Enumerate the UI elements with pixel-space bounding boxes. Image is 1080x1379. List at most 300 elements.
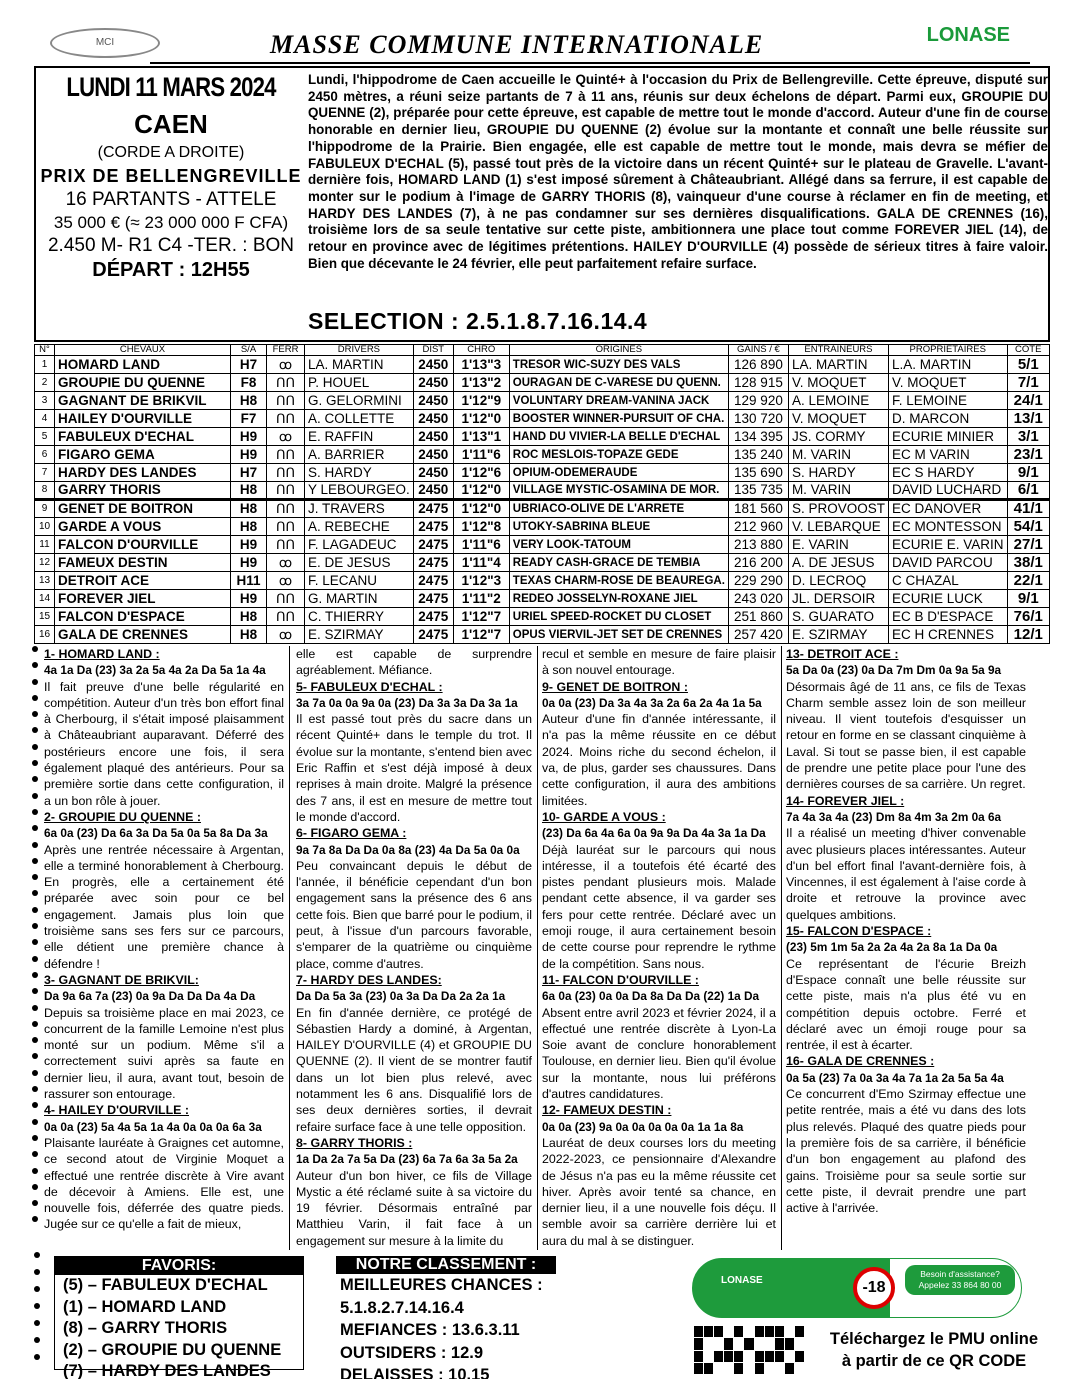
column-header: DIST bbox=[413, 345, 453, 356]
horse-title: 4- HAILEY D'OURVILLE : bbox=[44, 1103, 189, 1118]
analysis-column-4 bbox=[786, 646, 1026, 1250]
cell-ferr: ꝏ bbox=[267, 428, 305, 446]
table-row bbox=[35, 428, 1050, 446]
horse-analysis-entry bbox=[44, 1102, 284, 1232]
cell-train: E. VARIN bbox=[788, 536, 888, 554]
column-header: GAINS / € bbox=[728, 345, 788, 356]
cell-ferr: ᑎᑎ bbox=[267, 536, 305, 554]
page-header bbox=[30, 24, 1050, 64]
horse-analysis-entry bbox=[296, 825, 532, 972]
cell-sa: F8 bbox=[231, 374, 267, 392]
race-corde: (CORDE A DROITE) bbox=[97, 144, 245, 161]
bullet-dot bbox=[32, 939, 38, 945]
column-divider bbox=[781, 646, 782, 1250]
qr-module bbox=[785, 1351, 794, 1362]
cell-ferr: ᑎᑎ bbox=[267, 500, 305, 518]
cell-horse: FALCON D'OURVILLE bbox=[55, 536, 231, 554]
cell-cote: 9/1 bbox=[1007, 590, 1050, 608]
runners-table bbox=[34, 344, 1050, 644]
cell-num: 16 bbox=[35, 626, 55, 644]
table-row bbox=[35, 446, 1050, 464]
cell-driver: G. MARTIN bbox=[305, 590, 414, 608]
cell-orig: VOLUNTARY DREAM-VANINA JACK bbox=[509, 392, 728, 410]
cell-train: M. VARIN bbox=[788, 482, 888, 500]
cell-driver: C. THIERRY bbox=[305, 608, 414, 626]
horse-comment: Lauréat de deux courses lors du meeting 2022-2023, ce pensionnaire d'Alexandre de Jésus n'a pas eu la même réussite cet hiver. Après avoir tenté sa chance, en dernier lieu, il a une nouvelle fois déçu. Il semble avoir sa carrière derrière lui et aura du mal à se distinguer. bbox=[542, 1135, 776, 1248]
column-divider bbox=[289, 646, 290, 1250]
horse-title: 3- GAGNANT DE BRIKVIL: bbox=[44, 972, 199, 987]
cell-dist2: 2475 bbox=[413, 500, 453, 518]
bullet-dot bbox=[32, 858, 38, 864]
table-row bbox=[35, 536, 1050, 554]
cell-horse: GARDE A VOUS bbox=[55, 518, 231, 536]
cell-prop: EC H CRENNES bbox=[888, 626, 1007, 644]
mci-logo: MCI bbox=[50, 28, 160, 58]
table-row bbox=[35, 464, 1050, 482]
qr-module bbox=[704, 1338, 713, 1349]
cell-orig: VILLAGE MYSTIC-OSAMINA DE MOR. bbox=[509, 482, 728, 500]
cell-num: 11 bbox=[35, 536, 55, 554]
cell-num: 1 bbox=[35, 356, 55, 374]
cell-cote: 6/1 bbox=[1007, 482, 1050, 500]
download-text: Téléchargez le PMU online à partir de ce QR CODE bbox=[829, 1330, 1039, 1370]
cell-prop: L.A. MARTIN bbox=[888, 356, 1007, 374]
horse-title: 7- HARDY DES LANDES: bbox=[296, 972, 442, 987]
cell-ferr: ꝏ bbox=[267, 356, 305, 374]
horse-comment: Il fait preuve d'une belle régularité en compétition. Auteur d'un très bon effort final à Cherbourg, il s'était imposé plaisamment à Châteaubriant auparavant. Déferré des postérieurs encore une fois, il sera également plaqué des antérieurs. Pour sa première sortie dans cette configuration, il a un bon rôle à jouer. bbox=[44, 679, 284, 808]
horse-performances: 0a 0a (23) 9a 0a 0a 0a 0a 0a 1a 1a 8a bbox=[542, 1119, 744, 1134]
cell-chro: 1'12"9 bbox=[453, 392, 509, 410]
horse-analysis-entry bbox=[786, 1053, 1026, 1216]
cell-num: 9 bbox=[35, 500, 55, 518]
race-distance: 2.450 M- R1 C4 -TER. : BON bbox=[47, 235, 294, 256]
analysis-column-1 bbox=[44, 646, 284, 1250]
race-city: CAEN bbox=[134, 109, 208, 139]
cell-orig: UBRIACO-OLIVE DE L'ARRETE bbox=[509, 500, 728, 518]
cell-train: S. GUARATO bbox=[788, 608, 888, 626]
qr-module bbox=[724, 1363, 733, 1374]
bullet-dot bbox=[32, 646, 38, 652]
column-header: ORIGINES bbox=[509, 345, 728, 356]
cell-ferr: ᑎᑎ bbox=[267, 446, 305, 464]
favori-item: (2) – GROUPIE DU QUENNE bbox=[63, 1340, 282, 1359]
cell-driver: S. HARDY bbox=[305, 464, 414, 482]
horse-comment: Auteur d'une fin d'année intéressante, il n'a pas la même réussite en ce début 2024. Moins riche du second échelon, il va, de plus, garder ses chaussures. Dans cette configuration, il aura des ambitions limitées. bbox=[542, 712, 776, 808]
cell-chro: 1'12"0 bbox=[453, 500, 509, 518]
classement-item: OUTSIDERS : 12.9 bbox=[340, 1343, 484, 1362]
horse-title: 11- FALCON D'OURVILLE : bbox=[542, 972, 699, 987]
cell-dist2: 2450 bbox=[413, 446, 453, 464]
qr-module bbox=[785, 1326, 794, 1337]
horse-comment: Après une rentrée nécessaire à Argentan, elle a terminé honorablement à Cherbourg. En progrès, elle a certainement été préparée avec soin pour ce bel engagement. Jamais plus loin que troisième sans ses fers sur ce parcours, elle détient une première chance à défendre ! bbox=[44, 842, 284, 971]
cell-orig: REDEO JOSSELYN-ROXANE JIEL bbox=[509, 590, 728, 608]
cell-chro: 1'13"3 bbox=[453, 356, 509, 374]
cell-train: V. LEBARQUE bbox=[788, 518, 888, 536]
cell-chro: 1'12"6 bbox=[453, 464, 509, 482]
cell-driver: J. TRAVERS bbox=[305, 500, 414, 518]
cell-num: 6 bbox=[35, 446, 55, 464]
horse-analysis bbox=[34, 646, 1050, 1250]
sheet bbox=[20, 20, 1060, 1379]
bullet-dot bbox=[32, 727, 38, 733]
cell-sa: H9 bbox=[231, 446, 267, 464]
table-row bbox=[35, 554, 1050, 572]
cell-gains: 216 200 bbox=[728, 554, 788, 572]
qr-module bbox=[765, 1363, 774, 1374]
race-selection: SELECTION : 2.5.1.8.7.16.14.4 bbox=[308, 308, 648, 334]
qr-module bbox=[775, 1338, 784, 1349]
cell-gains: 126 890 bbox=[728, 356, 788, 374]
cell-driver: A. BARRIER bbox=[305, 446, 414, 464]
cell-driver: LA. MARTIN bbox=[305, 356, 414, 374]
bullet-dot bbox=[32, 1168, 38, 1174]
horse-title: 9- GENET DE BOITRON : bbox=[542, 679, 688, 694]
cell-num: 8 bbox=[35, 482, 55, 500]
cell-sa: H7 bbox=[231, 464, 267, 482]
column-header: CHRO bbox=[453, 345, 509, 356]
bullet-dot bbox=[32, 972, 38, 978]
cell-ferr: ꝏ bbox=[267, 626, 305, 644]
cell-num: 3 bbox=[35, 392, 55, 410]
favori-item: (5) – FABULEUX D'ECHAL bbox=[63, 1276, 268, 1294]
classement-list bbox=[336, 1274, 566, 1379]
horse-comment: Absent entre avril 2023 et février 2024, il a effectué une rentrée discrète à Lyon-La Soie avant de conclure honorablement Toulouse, en dernier lieu. Bien qu'il évolue sur la montante, nous lui préférons d'autres candidatures. bbox=[542, 1005, 776, 1102]
horse-comment: Depuis sa troisième place en mai 2023, ce concurrent de la famille Lemoine n'est plus monté sur un podium. Même s'il a correctement suivi après sa faute en dernier lieu, il aura, avant tout, besoin de rassurer son entourage. bbox=[44, 1005, 284, 1102]
horse-comment: Désormais âgé de 11 ans, ce fils de Texas Charm semble assez loin de son meilleur niveau. Il vient toutefois d'esquisser un retour en forme en se classant cinquième à Laval. Si tout se passe bien, il est capable de prendre une petite place pour l'une des dernières courses de sa carrière. Un regret. bbox=[786, 679, 1026, 792]
cell-driver: P. HOUEL bbox=[305, 374, 414, 392]
cell-prop: DAVID LUCHARD bbox=[888, 482, 1007, 500]
assistance-text: Besoin d'assistance? Appelez 33 864 80 00 bbox=[905, 1265, 1015, 1295]
horse-analysis-entry bbox=[542, 646, 776, 679]
bullet-dot bbox=[32, 842, 38, 848]
cell-train: S. HARDY bbox=[788, 464, 888, 482]
table-row bbox=[35, 608, 1050, 626]
bullet-dot bbox=[32, 1005, 38, 1011]
table-header-row bbox=[35, 345, 1050, 356]
column-header: FERR bbox=[267, 345, 305, 356]
cell-sa: H8 bbox=[231, 482, 267, 500]
cell-orig: URIEL SPEED-ROCKET DU CLOSET bbox=[509, 608, 728, 626]
cell-orig: READY CASH-GRACE DE TEMBIA bbox=[509, 554, 728, 572]
column-header: COTE bbox=[1007, 345, 1050, 356]
cell-orig: BOOSTER WINNER-PURSUIT OF CHA. bbox=[509, 410, 728, 428]
horse-performances: 7a 4a 3a 4a (23) Dm 8a 4m 3a 2m 0a 6a bbox=[786, 809, 1002, 824]
race-date: LUNDI 11 MARS 2024 bbox=[66, 72, 276, 102]
cell-chro: 1'12"0 bbox=[453, 410, 509, 428]
favoris-list bbox=[55, 1275, 303, 1379]
qr-module bbox=[755, 1351, 764, 1362]
horse-comment: Peu convaincant depuis le début de l'année, il bénéficie cependant d'un bon engagement sans la présence des 6 ans cette fois. Bien que barré pour le podium, il peut, à l'issue d'un parcours favorable, s'emparer de la quatrième ou cinquième place, comme d'autres. bbox=[296, 858, 532, 971]
horse-comment: Ce représentant de l'écurie Breizh d'Espace connaît une belle réussite sur cette piste, mais n'a plus été vu en compétition depuis octobre. Ferré et déclaré avec un émoji rouge pour sa rentrée, il est à écarter. bbox=[786, 956, 1026, 1053]
analysis-column-3 bbox=[542, 646, 776, 1250]
table-body bbox=[35, 356, 1050, 644]
qr-module bbox=[704, 1363, 713, 1374]
qr-module bbox=[775, 1351, 784, 1362]
table-row bbox=[35, 626, 1050, 644]
left-bullets bbox=[34, 1252, 44, 1370]
horse-comment: Plaisante lauréate à Graignes cet automne, ce second atout de Virginie Moquet a effectué une rentrée discrète à Vire avant de décevoir à Amiens. Elle est, une nouvelle fois, déferrée des quatre pieds. Jugée sur ce qu'elle a fait de mieux, bbox=[44, 1135, 284, 1232]
cell-num: 7 bbox=[35, 464, 55, 482]
cell-dist2: 2475 bbox=[413, 626, 453, 644]
cell-gains: 212 960 bbox=[728, 518, 788, 536]
cell-cote: 23/1 bbox=[1007, 446, 1050, 464]
bullet-dot bbox=[32, 874, 38, 880]
qr-module bbox=[724, 1351, 733, 1362]
cell-chro: 1'11"6 bbox=[453, 446, 509, 464]
cell-num: 5 bbox=[35, 428, 55, 446]
bullet-dot bbox=[32, 1037, 38, 1043]
cell-driver: E. SZIRMAY bbox=[305, 626, 414, 644]
cell-ferr: ᑎᑎ bbox=[267, 410, 305, 428]
horse-analysis-entry bbox=[542, 679, 776, 809]
cell-ferr: ᑎᑎ bbox=[267, 518, 305, 536]
cell-num: 12 bbox=[35, 554, 55, 572]
qr-module bbox=[755, 1363, 764, 1374]
favori-item: (8) – GARRY THORIS bbox=[63, 1319, 228, 1337]
race-money: 35 000 € (≈ 23 000 000 F CFA) bbox=[53, 213, 289, 232]
qr-module bbox=[795, 1363, 804, 1374]
cell-horse: FIGARO GEMA bbox=[55, 446, 231, 464]
bullet-dot bbox=[32, 1119, 38, 1125]
cell-sa: H11 bbox=[231, 572, 267, 590]
cell-cote: 3/1 bbox=[1007, 428, 1050, 446]
cell-cote: 22/1 bbox=[1007, 572, 1050, 590]
cell-orig: OURAGAN DE C-VARESE DU QUENN. bbox=[509, 374, 728, 392]
bullet-dot bbox=[32, 923, 38, 929]
horse-title: 16- GALA DE CRENNES : bbox=[786, 1054, 935, 1069]
analysis-column-2 bbox=[296, 646, 532, 1250]
cell-train: JS. CORMY bbox=[788, 428, 888, 446]
cell-num: 4 bbox=[35, 410, 55, 428]
bullet-dot bbox=[32, 809, 38, 815]
bullet-dot bbox=[32, 776, 38, 782]
qr-module bbox=[694, 1338, 703, 1349]
qr-module bbox=[714, 1351, 723, 1362]
cell-orig: VERY LOOK-TATOUM bbox=[509, 536, 728, 554]
cell-dist2: 2450 bbox=[413, 482, 453, 500]
bottom-section bbox=[34, 1252, 1050, 1379]
classement-title: NOTRE CLASSEMENT : bbox=[336, 1256, 556, 1274]
cell-prop: EC S HARDY bbox=[888, 464, 1007, 482]
horse-comment: elle est capable de surprendre agréablement. Méfiance. bbox=[296, 647, 532, 678]
qr-code[interactable] bbox=[694, 1326, 804, 1374]
bullet-dot bbox=[32, 1053, 38, 1059]
cell-driver: A. REBECHE bbox=[305, 518, 414, 536]
cell-ferr: ᑎᑎ bbox=[267, 590, 305, 608]
favori-item: (7) – HARDY DES LANDES bbox=[63, 1362, 271, 1379]
cell-driver: E. RAFFIN bbox=[305, 428, 414, 446]
cell-chro: 1'12"7 bbox=[453, 608, 509, 626]
column-header: S/A bbox=[231, 345, 267, 356]
classement-item: MEILLEURES CHANCES : bbox=[340, 1276, 543, 1294]
cell-horse: GENET DE BOITRON bbox=[55, 500, 231, 518]
bullet-dot bbox=[32, 825, 38, 831]
horse-title: 13- DETROIT ACE : bbox=[786, 647, 899, 661]
cell-prop: ECURIE MINIER bbox=[888, 428, 1007, 446]
horse-performances: 6a 0a (23) Da 6a 3a Da 5a 0a 5a 8a Da 3a bbox=[44, 826, 268, 841]
table-row bbox=[35, 482, 1050, 500]
bullet-dot bbox=[32, 695, 38, 701]
cell-horse: GROUPIE DU QUENNE bbox=[55, 374, 231, 392]
horse-title: 10- GARDE A VOUS : bbox=[542, 809, 666, 824]
cell-cote: 7/1 bbox=[1007, 374, 1050, 392]
horse-comment: recul et semble en mesure de faire plaisir à son nouvel entourage. bbox=[542, 647, 776, 678]
cell-driver: G. GELORMINI bbox=[305, 392, 414, 410]
cell-chro: 1'13"2 bbox=[453, 374, 509, 392]
qr-module bbox=[795, 1338, 804, 1349]
cell-sa: F7 bbox=[231, 410, 267, 428]
cell-dist2: 2475 bbox=[413, 554, 453, 572]
horse-comment: Il a réalisé un meeting d'hiver convenable avec plusieurs places intéressantes. Auteur d'un bel effort final l'avant-dernière fois, à Vincennes, il est également à l'aise corde à droite et retrouve la province avec quelques ambitions. bbox=[786, 826, 1026, 922]
horse-analysis-entry bbox=[786, 793, 1026, 923]
cell-horse: HARDY DES LANDES bbox=[55, 464, 231, 482]
cell-dist2: 2475 bbox=[413, 608, 453, 626]
qr-module bbox=[704, 1351, 713, 1362]
cell-prop: EC M VARIN bbox=[888, 446, 1007, 464]
cell-prop: ECURIE E. VARIN bbox=[888, 536, 1007, 554]
cell-prop: EC DANOVER bbox=[888, 500, 1007, 518]
table-row bbox=[35, 392, 1050, 410]
cell-train: V. MOQUET bbox=[788, 410, 888, 428]
bullet-dot bbox=[34, 1337, 40, 1343]
table-row bbox=[35, 410, 1050, 428]
bullet-dot bbox=[32, 744, 38, 750]
cell-prop: ECURIE LUCK bbox=[888, 590, 1007, 608]
cell-train: S. PROVOOST bbox=[788, 500, 888, 518]
horse-performances: 5a Da 0a (23) 0a Da 7m Dm 0a 9a 5a 9a bbox=[786, 663, 1002, 678]
bullet-dot bbox=[32, 711, 38, 717]
cell-driver: Y LEBOURGEO. bbox=[305, 482, 414, 500]
cell-gains: 129 920 bbox=[728, 392, 788, 410]
cell-dist2: 2450 bbox=[413, 428, 453, 446]
favori-item: (1) – HOMARD LAND bbox=[63, 1297, 227, 1316]
cell-gains: 135 690 bbox=[728, 464, 788, 482]
cell-train: A. DE JESUS bbox=[788, 554, 888, 572]
bullet-dot bbox=[34, 1320, 40, 1326]
cell-cote: 13/1 bbox=[1007, 410, 1050, 428]
qr-module bbox=[775, 1326, 784, 1337]
cell-ferr: ᑎᑎ bbox=[267, 464, 305, 482]
qr-module bbox=[704, 1326, 713, 1337]
cell-cote: 24/1 bbox=[1007, 392, 1050, 410]
cell-num: 2 bbox=[35, 374, 55, 392]
qr-module bbox=[755, 1338, 764, 1349]
cell-sa: H9 bbox=[231, 428, 267, 446]
horse-performances: Da 9a 6a 7a (23) 0a 9a Da Da Da 4a Da bbox=[44, 989, 256, 1004]
table-row bbox=[35, 590, 1050, 608]
cell-train: E. SZIRMAY bbox=[788, 626, 888, 644]
horse-performances: 0a 0a (23) 5a 4a 5a 1a 4a 0a 0a 0a 6a 3a bbox=[44, 1119, 262, 1134]
horse-analysis-entry bbox=[44, 972, 284, 1102]
table-row bbox=[35, 500, 1050, 518]
cell-train: V. MOQUET bbox=[788, 374, 888, 392]
bullet-dot bbox=[34, 1354, 40, 1360]
lonase-logo: LONASE bbox=[926, 24, 1010, 46]
cell-horse: GARRY THORIS bbox=[55, 482, 231, 500]
horse-comment: Ce concurrent d'Emo Szirmay effectue une petite rentrée, mais a été vu dans des lots plus relevés. Plaqué des quatre pieds pour la première fois de sa carrière, il bénéficie d'un bon engagement au plafond des gains. Troisième pour sa seule sortie sur cette piste, il devrait prendre une part active à l'arrivée. bbox=[786, 1087, 1026, 1216]
bullet-dot bbox=[32, 1021, 38, 1027]
cell-chro: 1'12"0 bbox=[453, 482, 509, 500]
cell-cote: 76/1 bbox=[1007, 608, 1050, 626]
responsible-gaming-banner bbox=[692, 1258, 1022, 1318]
cell-gains: 134 395 bbox=[728, 428, 788, 446]
race-depart: DÉPART : 12H55 bbox=[92, 259, 250, 281]
cell-cote: 5/1 bbox=[1007, 356, 1050, 374]
cell-cote: 9/1 bbox=[1007, 464, 1050, 482]
horse-analysis-entry bbox=[44, 646, 284, 809]
qr-module bbox=[765, 1326, 774, 1337]
horse-comment: Auteur d'un bon hiver, ce fils de Village Mystic a été réclamé suite à sa victoire du 19 février. Désormais entraîné par Matthieu Varin, il fait face à un engagement sur mesure à la limite du bbox=[296, 1168, 532, 1248]
cell-gains: 243 020 bbox=[728, 590, 788, 608]
cell-gains: 181 560 bbox=[728, 500, 788, 518]
age-limit-icon: -18 bbox=[853, 1267, 895, 1309]
horse-title: 12- FAMEUX DESTIN : bbox=[542, 1103, 672, 1118]
qr-module bbox=[694, 1363, 703, 1374]
cell-cote: 54/1 bbox=[1007, 518, 1050, 536]
cell-gains: 257 420 bbox=[728, 626, 788, 644]
horse-analysis-entry bbox=[542, 809, 776, 972]
cell-ferr: ᑎᑎ bbox=[267, 608, 305, 626]
column-header: PROPRIETAIRES bbox=[888, 345, 1007, 356]
horse-analysis-entry bbox=[296, 646, 532, 679]
cell-orig: ROC MESLOIS-TOPAZE GEDE bbox=[509, 446, 728, 464]
cell-cote: 12/1 bbox=[1007, 626, 1050, 644]
qr-module bbox=[734, 1363, 743, 1374]
cell-dist2: 2475 bbox=[413, 518, 453, 536]
bullet-dot bbox=[32, 1216, 38, 1222]
cell-train: D. LECROQ bbox=[788, 572, 888, 590]
cell-gains: 213 880 bbox=[728, 536, 788, 554]
table-row bbox=[35, 572, 1050, 590]
cell-prop: D. MARCON bbox=[888, 410, 1007, 428]
bullet-dot bbox=[32, 760, 38, 766]
favoris-box bbox=[54, 1256, 304, 1379]
cell-train: A. LEMOINE bbox=[788, 392, 888, 410]
cell-sa: H8 bbox=[231, 518, 267, 536]
qr-module bbox=[734, 1326, 743, 1337]
horse-analysis-entry bbox=[786, 923, 1026, 1053]
horse-analysis-entry bbox=[542, 1102, 776, 1249]
bullet-dot bbox=[32, 1200, 38, 1206]
horse-performances: 6a 0a (23) 0a 0a Da 8a Da Da (22) 1a Da bbox=[542, 989, 760, 1004]
horse-performances: 4a 1a Da (23) 3a 2a 5a 4a 2a Da 5a 1a 4a bbox=[44, 663, 266, 678]
horse-performances: 3a 7a 0a 0a 9a 0a (23) Da 3a 3a Da 3a 1a bbox=[296, 695, 518, 710]
horse-title: 2- GROUPIE DU QUENNE : bbox=[44, 809, 201, 824]
race-partants: 16 PARTANTS - ATTELE bbox=[65, 189, 277, 210]
promo-logo: LONASE bbox=[721, 1275, 763, 1286]
cell-horse: FALCON D'ESPACE bbox=[55, 608, 231, 626]
qr-module bbox=[795, 1326, 804, 1337]
qr-module bbox=[694, 1326, 703, 1337]
horse-analysis-entry bbox=[786, 646, 1026, 793]
bullet-dot bbox=[32, 1102, 38, 1108]
cell-gains: 135 735 bbox=[728, 482, 788, 500]
cell-horse: GALA DE CRENNES bbox=[55, 626, 231, 644]
qr-module bbox=[714, 1363, 723, 1374]
cell-orig: OPUS VIERVIL-JET SET DE CRENNES bbox=[509, 626, 728, 644]
qr-module bbox=[714, 1326, 723, 1337]
race-summary bbox=[36, 68, 306, 340]
bullet-dot bbox=[32, 1135, 38, 1141]
cell-orig: TRESOR WIC-SUZY DES VALS bbox=[509, 356, 728, 374]
page-title: MASSE COMMUNE INTERNATIONALE bbox=[270, 30, 764, 59]
cell-cote: 38/1 bbox=[1007, 554, 1050, 572]
cell-driver: E. DE JESUS bbox=[305, 554, 414, 572]
cell-sa: H8 bbox=[231, 608, 267, 626]
favoris-title: FAVORIS: bbox=[55, 1257, 303, 1275]
cell-sa: H9 bbox=[231, 590, 267, 608]
horse-title: 6- FIGARO GEMA : bbox=[296, 826, 407, 841]
